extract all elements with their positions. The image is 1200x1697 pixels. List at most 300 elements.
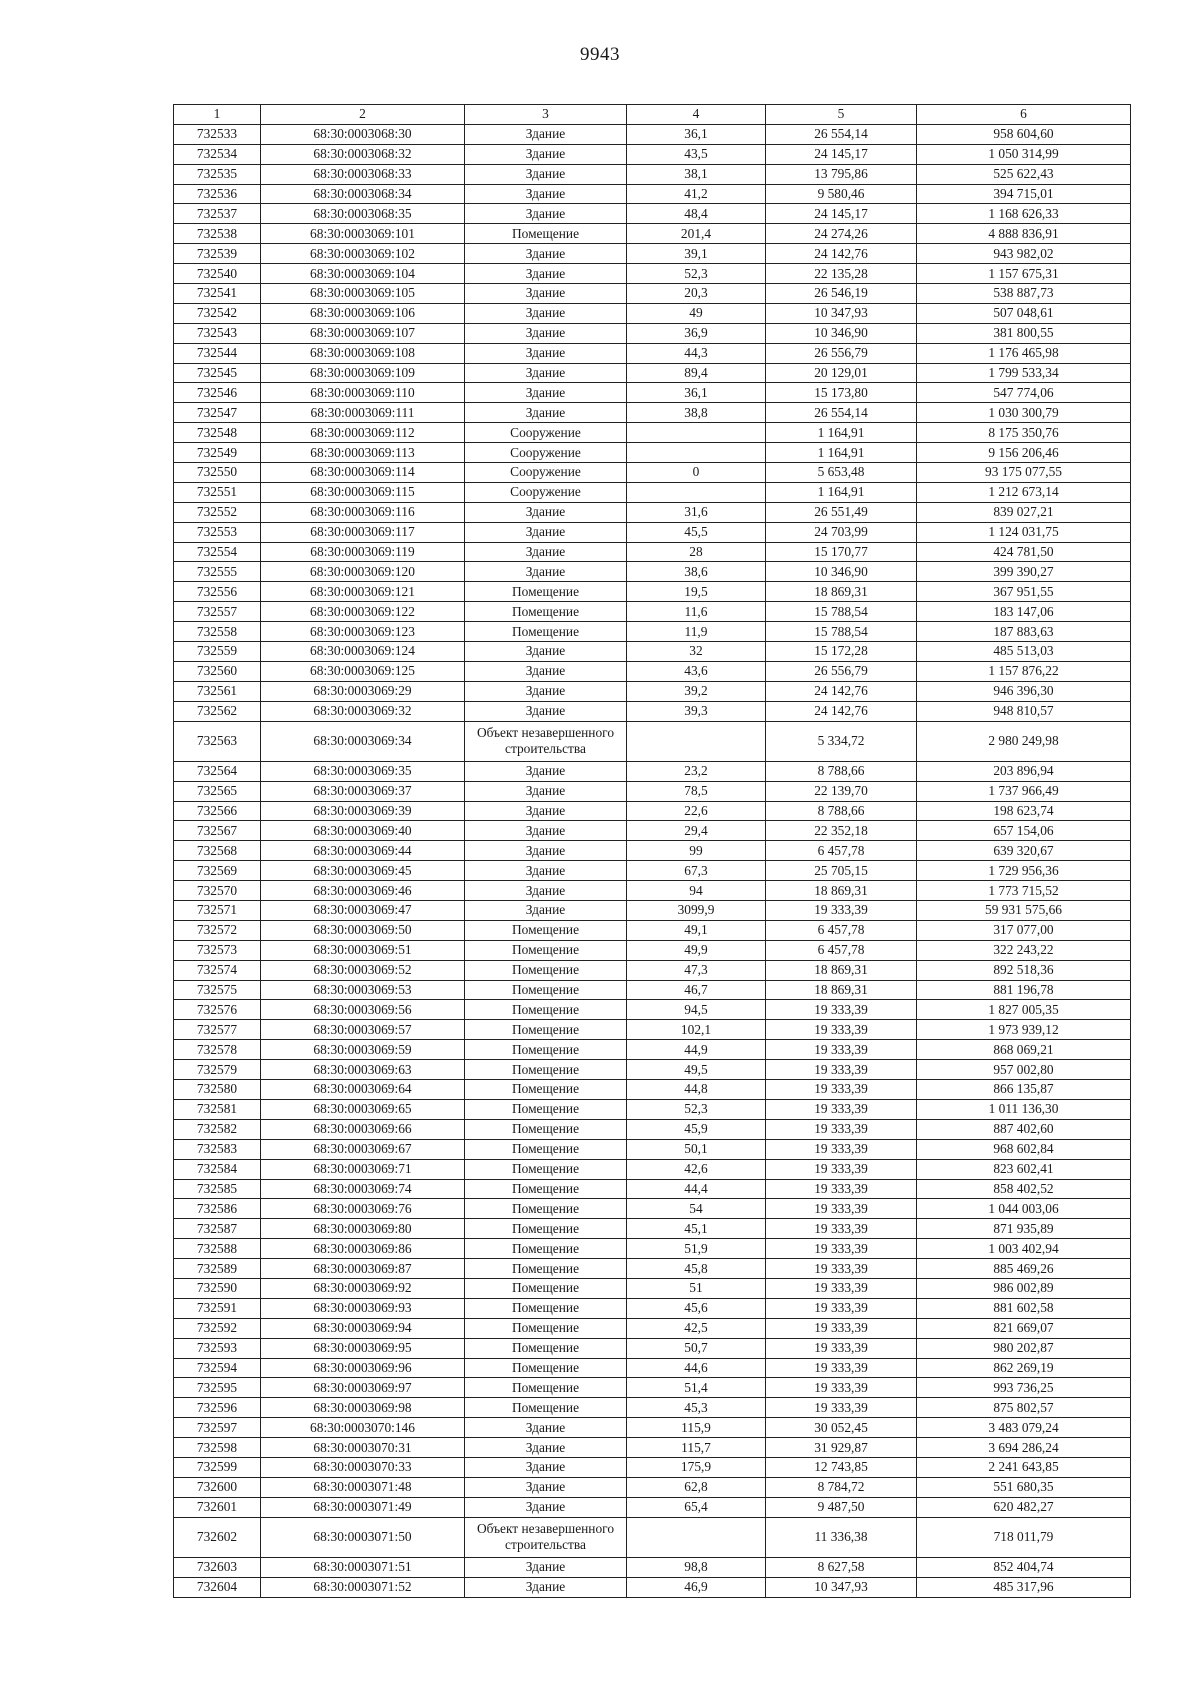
- table-row: [174, 1577, 1131, 1597]
- object-type-cell: Помещение: [465, 1259, 627, 1279]
- cadastral-value-cell: 2 241 643,85: [917, 1457, 1131, 1477]
- specific-value-cell: 19 333,39: [766, 1060, 917, 1080]
- table-row: [174, 522, 1131, 542]
- cadastral-number-cell: 68:30:0003070:146: [261, 1418, 465, 1438]
- row-number-cell: 732557: [174, 602, 261, 622]
- cadastral-number-cell: 68:30:0003069:125: [261, 661, 465, 681]
- specific-value-cell: 22 139,70: [766, 781, 917, 801]
- table-row: [174, 1298, 1131, 1318]
- cadastral-number-cell: 68:30:0003069:105: [261, 284, 465, 304]
- cadastral-value-cell: 1 157 876,22: [917, 661, 1131, 681]
- cadastral-number-cell: 68:30:0003069:116: [261, 502, 465, 522]
- table-row: [174, 801, 1131, 821]
- cadastral-value-cell: 424 781,50: [917, 542, 1131, 562]
- object-type-cell: Здание: [465, 264, 627, 284]
- cadastral-number-cell: 68:30:0003069:93: [261, 1298, 465, 1318]
- row-number-cell: 732579: [174, 1060, 261, 1080]
- cadastral-value-cell: 639 320,67: [917, 841, 1131, 861]
- object-type-cell: Здание: [465, 642, 627, 662]
- specific-value-cell: 24 142,76: [766, 681, 917, 701]
- row-number-cell: 732602: [174, 1517, 261, 1557]
- table-row: [174, 1179, 1131, 1199]
- cadastral-value-cell: 881 602,58: [917, 1298, 1131, 1318]
- cadastral-number-cell: 68:30:0003068:34: [261, 184, 465, 204]
- cadastral-number-cell: 68:30:0003069:59: [261, 1040, 465, 1060]
- table-row: [174, 144, 1131, 164]
- row-number-cell: 732590: [174, 1278, 261, 1298]
- specific-value-cell: 30 052,45: [766, 1418, 917, 1438]
- object-type-cell: Помещение: [465, 940, 627, 960]
- cadastral-value-cell: 485 513,03: [917, 642, 1131, 662]
- table-row: [174, 721, 1131, 761]
- object-type-cell: Здание: [465, 164, 627, 184]
- row-number-cell: 732588: [174, 1239, 261, 1259]
- cadastral-number-cell: 68:30:0003069:71: [261, 1159, 465, 1179]
- object-type-cell: Здание: [465, 323, 627, 343]
- table-row: [174, 1000, 1131, 1020]
- area-cell: 3099,9: [627, 901, 766, 921]
- table-row: [174, 1219, 1131, 1239]
- cadastral-value-cell: 2 980 249,98: [917, 721, 1131, 761]
- cadastral-value-cell: 858 402,52: [917, 1179, 1131, 1199]
- object-type-cell: Здание: [465, 681, 627, 701]
- row-number-cell: 732595: [174, 1378, 261, 1398]
- cadastral-number-cell: 68:30:0003068:35: [261, 204, 465, 224]
- row-number-cell: 732544: [174, 343, 261, 363]
- cadastral-number-cell: 68:30:0003069:121: [261, 582, 465, 602]
- cadastral-value-cell: 839 027,21: [917, 502, 1131, 522]
- area-cell: 102,1: [627, 1020, 766, 1040]
- row-number-cell: 732574: [174, 960, 261, 980]
- object-type-cell: Здание: [465, 1557, 627, 1577]
- cadastral-number-cell: 68:30:0003069:119: [261, 542, 465, 562]
- object-type-cell: Помещение: [465, 1179, 627, 1199]
- area-cell: 31,6: [627, 502, 766, 522]
- cadastral-number-cell: 68:30:0003069:106: [261, 303, 465, 323]
- object-type-cell: Здание: [465, 861, 627, 881]
- specific-value-cell: 26 551,49: [766, 502, 917, 522]
- specific-value-cell: 19 333,39: [766, 1398, 917, 1418]
- table-row: [174, 1278, 1131, 1298]
- specific-value-cell: 19 333,39: [766, 1219, 917, 1239]
- table-row: [174, 1318, 1131, 1338]
- specific-value-cell: 9 487,50: [766, 1497, 917, 1517]
- cadastral-value-cell: 507 048,61: [917, 303, 1131, 323]
- specific-value-cell: 19 333,39: [766, 1378, 917, 1398]
- area-cell: 39,3: [627, 701, 766, 721]
- cadastral-value-cell: 1 773 715,52: [917, 881, 1131, 901]
- row-number-cell: 732573: [174, 940, 261, 960]
- area-cell: 47,3: [627, 960, 766, 980]
- area-cell: 44,9: [627, 1040, 766, 1060]
- object-type-cell: Помещение: [465, 1119, 627, 1139]
- area-cell: 51: [627, 1278, 766, 1298]
- cadastral-number-cell: 68:30:0003071:50: [261, 1517, 465, 1557]
- cadastral-value-cell: 3 694 286,24: [917, 1438, 1131, 1458]
- object-type-cell: Помещение: [465, 224, 627, 244]
- cadastral-value-cell: 9 156 206,46: [917, 443, 1131, 463]
- cadastral-number-cell: 68:30:0003069:57: [261, 1020, 465, 1040]
- cadastral-value-cell: 862 269,19: [917, 1358, 1131, 1378]
- area-cell: 0: [627, 463, 766, 483]
- cadastral-number-cell: 68:30:0003069:114: [261, 463, 465, 483]
- table-row: [174, 403, 1131, 423]
- row-number-cell: 732542: [174, 303, 261, 323]
- object-type-cell: Помещение: [465, 1219, 627, 1239]
- table-row: [174, 542, 1131, 562]
- row-number-cell: 732561: [174, 681, 261, 701]
- table-row: [174, 284, 1131, 304]
- cadastral-value-cell: 620 482,27: [917, 1497, 1131, 1517]
- area-cell: [627, 423, 766, 443]
- object-type-cell: Объект незавершенного строительства: [465, 721, 627, 761]
- specific-value-cell: 24 145,17: [766, 204, 917, 224]
- cadastral-number-cell: 68:30:0003068:32: [261, 144, 465, 164]
- object-type-cell: Помещение: [465, 602, 627, 622]
- area-cell: 49,5: [627, 1060, 766, 1080]
- area-cell: 20,3: [627, 284, 766, 304]
- area-cell: 38,8: [627, 403, 766, 423]
- specific-value-cell: 19 333,39: [766, 1139, 917, 1159]
- row-number-cell: 732586: [174, 1199, 261, 1219]
- cadastral-value-cell: 367 951,55: [917, 582, 1131, 602]
- cadastral-value-cell: 887 402,60: [917, 1119, 1131, 1139]
- row-number-cell: 732569: [174, 861, 261, 881]
- row-number-cell: 732553: [174, 522, 261, 542]
- area-cell: 49: [627, 303, 766, 323]
- row-number-cell: 732572: [174, 920, 261, 940]
- object-type-cell: Помещение: [465, 980, 627, 1000]
- row-number-cell: 732560: [174, 661, 261, 681]
- specific-value-cell: 18 869,31: [766, 881, 917, 901]
- object-type-cell: Здание: [465, 841, 627, 861]
- row-number-cell: 732543: [174, 323, 261, 343]
- row-number-cell: 732539: [174, 244, 261, 264]
- object-type-cell: Здание: [465, 821, 627, 841]
- row-number-cell: 732576: [174, 1000, 261, 1020]
- row-number-cell: 732566: [174, 801, 261, 821]
- cadastral-number-cell: 68:30:0003069:109: [261, 363, 465, 383]
- table-row: [174, 1259, 1131, 1279]
- object-type-cell: Помещение: [465, 960, 627, 980]
- cadastral-value-cell: 958 604,60: [917, 124, 1131, 144]
- area-cell: 67,3: [627, 861, 766, 881]
- area-cell: [627, 443, 766, 463]
- cadastral-value-cell: 525 622,43: [917, 164, 1131, 184]
- area-cell: 115,9: [627, 1418, 766, 1438]
- row-number-cell: 732584: [174, 1159, 261, 1179]
- row-number-cell: 732587: [174, 1219, 261, 1239]
- table-row: [174, 184, 1131, 204]
- object-type-cell: Здание: [465, 124, 627, 144]
- cadastral-value-cell: 1 011 136,30: [917, 1099, 1131, 1119]
- area-cell: 49,9: [627, 940, 766, 960]
- table-row: [174, 1477, 1131, 1497]
- specific-value-cell: 19 333,39: [766, 1099, 917, 1119]
- table-row: [174, 562, 1131, 582]
- specific-value-cell: 22 352,18: [766, 821, 917, 841]
- row-number-cell: 732534: [174, 144, 261, 164]
- area-cell: 45,5: [627, 522, 766, 542]
- cadastral-value-cell: 1 003 402,94: [917, 1239, 1131, 1259]
- area-cell: 32: [627, 642, 766, 662]
- object-type-cell: Помещение: [465, 1378, 627, 1398]
- cadastral-value-cell: 875 802,57: [917, 1398, 1131, 1418]
- cadastral-number-cell: 68:30:0003069:80: [261, 1219, 465, 1239]
- object-type-cell: Здание: [465, 244, 627, 264]
- object-type-cell: Здание: [465, 661, 627, 681]
- area-cell: 54: [627, 1199, 766, 1219]
- specific-value-cell: 19 333,39: [766, 1239, 917, 1259]
- specific-value-cell: 19 333,39: [766, 1358, 917, 1378]
- cadastral-value-cell: 59 931 575,66: [917, 901, 1131, 921]
- row-number-cell: 732600: [174, 1477, 261, 1497]
- object-type-cell: Здание: [465, 383, 627, 403]
- area-cell: 44,6: [627, 1358, 766, 1378]
- cadastral-value-cell: 1 729 956,36: [917, 861, 1131, 881]
- specific-value-cell: 15 173,80: [766, 383, 917, 403]
- area-cell: 38,6: [627, 562, 766, 582]
- specific-value-cell: 22 135,28: [766, 264, 917, 284]
- object-type-cell: Сооружение: [465, 423, 627, 443]
- area-cell: 50,1: [627, 1139, 766, 1159]
- cadastral-number-cell: 68:30:0003069:97: [261, 1378, 465, 1398]
- row-number-cell: 732555: [174, 562, 261, 582]
- cadastral-value-cell: 892 518,36: [917, 960, 1131, 980]
- row-number-cell: 732589: [174, 1259, 261, 1279]
- cadastral-number-cell: 68:30:0003069:101: [261, 224, 465, 244]
- table-row: [174, 940, 1131, 960]
- cadastral-value-cell: 1 157 675,31: [917, 264, 1131, 284]
- area-cell: 23,2: [627, 761, 766, 781]
- cadastral-value-cell: 183 147,06: [917, 602, 1131, 622]
- cadastral-value-cell: 980 202,87: [917, 1338, 1131, 1358]
- specific-value-cell: 18 869,31: [766, 980, 917, 1000]
- area-cell: 51,9: [627, 1239, 766, 1259]
- table-row: [174, 1378, 1131, 1398]
- cadastral-number-cell: 68:30:0003070:33: [261, 1457, 465, 1477]
- table-row: [174, 124, 1131, 144]
- cadastral-value-cell: 381 800,55: [917, 323, 1131, 343]
- cadastral-value-cell: 986 002,89: [917, 1278, 1131, 1298]
- cadastral-number-cell: 68:30:0003068:33: [261, 164, 465, 184]
- object-type-cell: Помещение: [465, 1298, 627, 1318]
- table-row: [174, 443, 1131, 463]
- table-row: [174, 1418, 1131, 1438]
- area-cell: 22,6: [627, 801, 766, 821]
- specific-value-cell: 10 346,90: [766, 323, 917, 343]
- row-number-cell: 732547: [174, 403, 261, 423]
- cadastral-value-cell: 957 002,80: [917, 1060, 1131, 1080]
- table-row: [174, 244, 1131, 264]
- row-number-cell: 732545: [174, 363, 261, 383]
- row-number-cell: 732591: [174, 1298, 261, 1318]
- row-number-cell: 732597: [174, 1418, 261, 1438]
- cadastral-value-cell: 871 935,89: [917, 1219, 1131, 1239]
- object-type-cell: Здание: [465, 901, 627, 921]
- cadastral-value-cell: 885 469,26: [917, 1259, 1131, 1279]
- cadastral-number-cell: 68:30:0003069:32: [261, 701, 465, 721]
- row-number-cell: 732599: [174, 1457, 261, 1477]
- table-row: [174, 661, 1131, 681]
- area-cell: 50,7: [627, 1338, 766, 1358]
- cadastral-value-cell: 852 404,74: [917, 1557, 1131, 1577]
- specific-value-cell: 19 333,39: [766, 1199, 917, 1219]
- area-cell: 36,1: [627, 383, 766, 403]
- cadastral-number-cell: 68:30:0003069:46: [261, 881, 465, 901]
- cadastral-value-cell: 394 715,01: [917, 184, 1131, 204]
- table-row: [174, 264, 1131, 284]
- area-cell: 115,7: [627, 1438, 766, 1458]
- object-type-cell: Здание: [465, 542, 627, 562]
- table-row: [174, 164, 1131, 184]
- specific-value-cell: 12 743,85: [766, 1457, 917, 1477]
- table-row: [174, 861, 1131, 881]
- object-type-cell: Помещение: [465, 1278, 627, 1298]
- area-cell: 38,1: [627, 164, 766, 184]
- cadastral-number-cell: 68:30:0003069:64: [261, 1080, 465, 1100]
- cadastral-number-cell: 68:30:0003069:67: [261, 1139, 465, 1159]
- area-cell: 52,3: [627, 1099, 766, 1119]
- row-number-cell: 732552: [174, 502, 261, 522]
- column-number: 4: [627, 105, 766, 125]
- specific-value-cell: 8 788,66: [766, 761, 917, 781]
- cadastral-number-cell: 68:30:0003071:49: [261, 1497, 465, 1517]
- row-number-cell: 732538: [174, 224, 261, 244]
- column-number: 5: [766, 105, 917, 125]
- row-number-cell: 732603: [174, 1557, 261, 1577]
- cadastral-value-cell: 943 982,02: [917, 244, 1131, 264]
- specific-value-cell: 1 164,91: [766, 482, 917, 502]
- specific-value-cell: 10 347,93: [766, 1577, 917, 1597]
- cadastral-number-cell: 68:30:0003069:113: [261, 443, 465, 463]
- specific-value-cell: 15 788,54: [766, 602, 917, 622]
- cadastral-number-cell: 68:30:0003071:52: [261, 1577, 465, 1597]
- cadastral-number-cell: 68:30:0003069:95: [261, 1338, 465, 1358]
- table-row: [174, 980, 1131, 1000]
- row-number-cell: 732598: [174, 1438, 261, 1458]
- cadastral-value-cell: 3 483 079,24: [917, 1418, 1131, 1438]
- object-type-cell: Помещение: [465, 1020, 627, 1040]
- cadastral-value-cell: 823 602,41: [917, 1159, 1131, 1179]
- specific-value-cell: 8 627,58: [766, 1557, 917, 1577]
- area-cell: 43,5: [627, 144, 766, 164]
- table-row: [174, 761, 1131, 781]
- cadastral-value-cell: 868 069,21: [917, 1040, 1131, 1060]
- row-number-cell: 732550: [174, 463, 261, 483]
- area-cell: [627, 1517, 766, 1557]
- cadastral-value-cell: 1 030 300,79: [917, 403, 1131, 423]
- row-number-cell: 732577: [174, 1020, 261, 1040]
- cadastral-value-cell: 1 050 314,99: [917, 144, 1131, 164]
- area-cell: 44,8: [627, 1080, 766, 1100]
- cadastral-value-cell: 547 774,06: [917, 383, 1131, 403]
- cadastral-number-cell: 68:30:0003069:35: [261, 761, 465, 781]
- cadastral-number-cell: 68:30:0003069:107: [261, 323, 465, 343]
- specific-value-cell: 19 333,39: [766, 1298, 917, 1318]
- table-row: [174, 1557, 1131, 1577]
- cadastral-number-cell: 68:30:0003069:124: [261, 642, 465, 662]
- object-type-cell: Здание: [465, 403, 627, 423]
- table-row: [174, 781, 1131, 801]
- cadastral-number-cell: 68:30:0003069:122: [261, 602, 465, 622]
- specific-value-cell: 26 554,14: [766, 403, 917, 423]
- area-cell: 11,6: [627, 602, 766, 622]
- specific-value-cell: 19 333,39: [766, 1259, 917, 1279]
- area-cell: 175,9: [627, 1457, 766, 1477]
- row-number-cell: 732556: [174, 582, 261, 602]
- specific-value-cell: 18 869,31: [766, 582, 917, 602]
- cadastral-value-cell: 866 135,87: [917, 1080, 1131, 1100]
- cadastral-number-cell: 68:30:0003069:86: [261, 1239, 465, 1259]
- area-cell: 78,5: [627, 781, 766, 801]
- cadastral-value-cell: 1 827 005,35: [917, 1000, 1131, 1020]
- object-type-cell: Здание: [465, 801, 627, 821]
- specific-value-cell: 26 556,79: [766, 661, 917, 681]
- specific-value-cell: 26 556,79: [766, 343, 917, 363]
- table-row: [174, 960, 1131, 980]
- row-number-cell: 732537: [174, 204, 261, 224]
- area-cell: 44,4: [627, 1179, 766, 1199]
- registry-table: [173, 104, 1131, 1598]
- object-type-cell: Здание: [465, 1438, 627, 1458]
- object-type-cell: Помещение: [465, 1338, 627, 1358]
- specific-value-cell: 19 333,39: [766, 1080, 917, 1100]
- cadastral-number-cell: 68:30:0003069:45: [261, 861, 465, 881]
- cadastral-value-cell: 8 175 350,76: [917, 423, 1131, 443]
- specific-value-cell: 8 784,72: [766, 1477, 917, 1497]
- cadastral-value-cell: 1 176 465,98: [917, 343, 1131, 363]
- object-type-cell: Здание: [465, 701, 627, 721]
- area-cell: 45,8: [627, 1259, 766, 1279]
- cadastral-number-cell: 68:30:0003069:39: [261, 801, 465, 821]
- table-row: [174, 1517, 1131, 1557]
- cadastral-value-cell: 948 810,57: [917, 701, 1131, 721]
- specific-value-cell: 31 929,87: [766, 1438, 917, 1458]
- specific-value-cell: 5 334,72: [766, 721, 917, 761]
- object-type-cell: Здание: [465, 781, 627, 801]
- table-row: [174, 423, 1131, 443]
- area-cell: [627, 482, 766, 502]
- row-number-cell: 732570: [174, 881, 261, 901]
- object-type-cell: Здание: [465, 303, 627, 323]
- object-type-cell: Помещение: [465, 1099, 627, 1119]
- area-cell: 48,4: [627, 204, 766, 224]
- table-row: [174, 701, 1131, 721]
- cadastral-number-cell: 68:30:0003069:112: [261, 423, 465, 443]
- row-number-cell: 732583: [174, 1139, 261, 1159]
- table-row: [174, 920, 1131, 940]
- cadastral-number-cell: 68:30:0003069:66: [261, 1119, 465, 1139]
- cadastral-number-cell: 68:30:0003068:30: [261, 124, 465, 144]
- specific-value-cell: 26 546,19: [766, 284, 917, 304]
- specific-value-cell: 1 164,91: [766, 423, 917, 443]
- area-cell: 62,8: [627, 1477, 766, 1497]
- object-type-cell: Помещение: [465, 1000, 627, 1020]
- object-type-cell: Здание: [465, 502, 627, 522]
- cadastral-value-cell: 993 736,25: [917, 1378, 1131, 1398]
- cadastral-number-cell: 68:30:0003069:76: [261, 1199, 465, 1219]
- area-cell: 43,6: [627, 661, 766, 681]
- table-row: [174, 224, 1131, 244]
- cadastral-number-cell: 68:30:0003069:29: [261, 681, 465, 701]
- area-cell: 42,6: [627, 1159, 766, 1179]
- table-row: [174, 1139, 1131, 1159]
- cadastral-value-cell: 1 168 626,33: [917, 204, 1131, 224]
- specific-value-cell: 19 333,39: [766, 901, 917, 921]
- cadastral-number-cell: 68:30:0003069:111: [261, 403, 465, 423]
- row-number-cell: 732592: [174, 1318, 261, 1338]
